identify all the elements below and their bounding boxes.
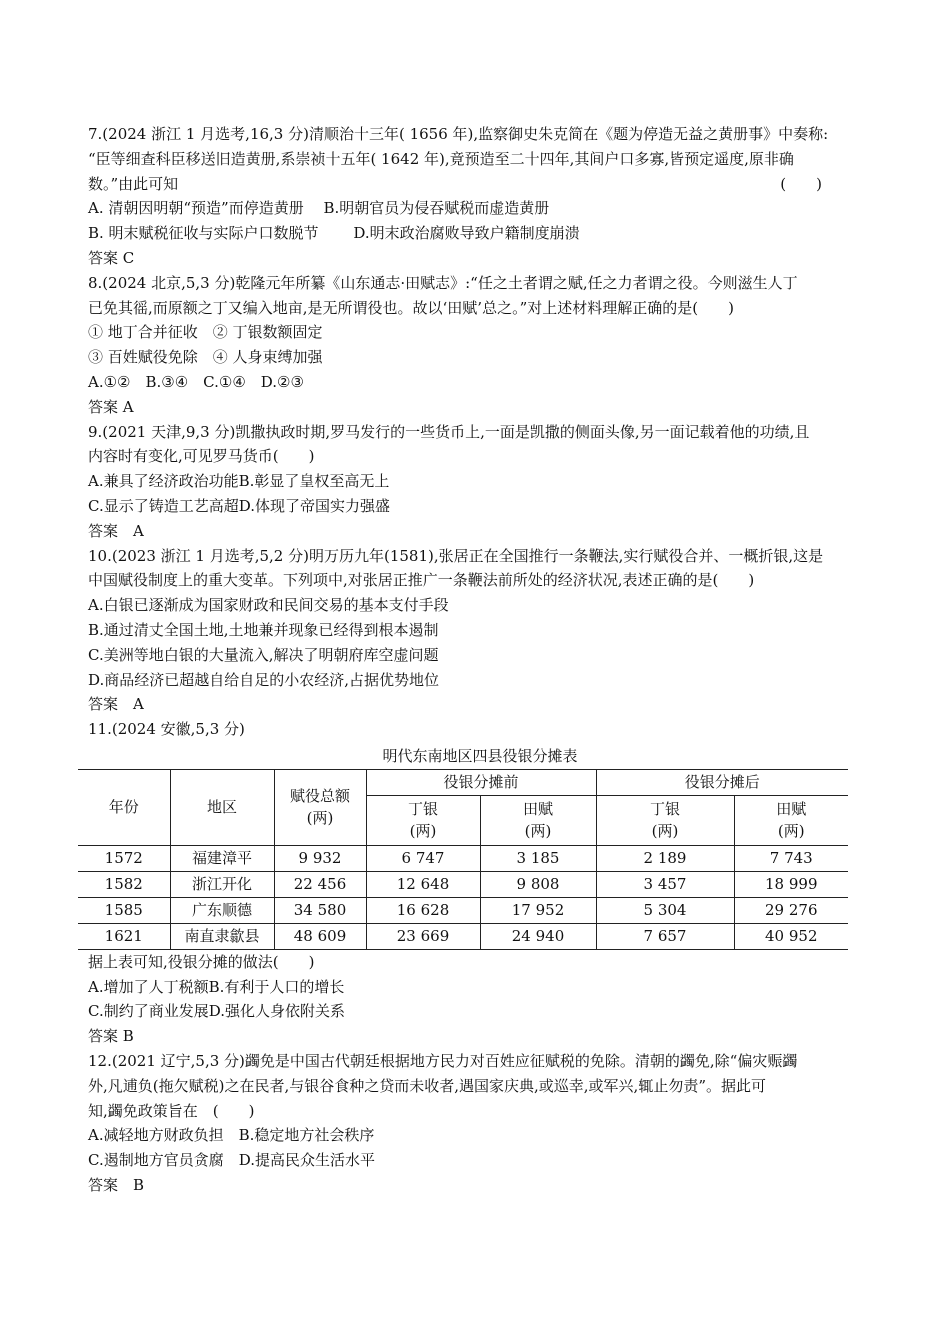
cell-after-tianfu: 7 743	[734, 845, 848, 871]
table-title: 明代东南地区四县役银分摊表	[382, 746, 578, 765]
header-before: 役银分摊前	[366, 769, 596, 795]
q9-options-2: C.显示了铸造工艺高超D.体现了帝国实力强盛	[88, 496, 390, 515]
q12-stem-line-3: 知,蠲免政策旨在 ( )	[88, 1101, 255, 1120]
question-8	[88, 271, 872, 420]
q7-answer: 答案 C	[88, 248, 135, 267]
table-row	[78, 871, 848, 897]
table-row	[78, 923, 848, 949]
cell-total: 34 580	[274, 897, 366, 923]
header-after-dingyin-label: 丁银	[649, 800, 680, 819]
q12-answer: 答案 B	[88, 1175, 145, 1194]
cell-before-dingyin: 23 669	[366, 923, 480, 949]
table-row	[78, 845, 848, 871]
header-total-unit: (两)	[306, 809, 334, 828]
q11-options-1: A.增加了人丁税额B.有利于人口的增长	[88, 977, 345, 996]
document-page	[88, 122, 872, 1198]
header-tianfu-unit: (两)	[524, 822, 552, 841]
header-after-tianfu-unit: (两)	[777, 822, 805, 841]
cell-region: 福建漳平	[170, 845, 274, 871]
header-after-tianfu-label: 田赋	[776, 800, 807, 819]
q8-stem-line-2: 已免其徭,而原额之丁又编入地亩,是无所谓役也。故以‘田赋’总之。”对上述材料理解正确的是( )	[88, 298, 734, 317]
q7-option-b2: B. 明末赋税征收与实际户口数脱节	[88, 224, 319, 243]
cell-after-dingyin: 2 189	[596, 845, 734, 871]
q11-question: 据上表可知,役银分摊的做法( )	[88, 952, 315, 971]
q10-option-d: D.商品经济已超越自给自足的小农经济,占据优势地位	[88, 670, 440, 689]
cell-total: 9 932	[274, 845, 366, 871]
question-10	[88, 544, 872, 718]
header-dingyin-unit: (两)	[409, 822, 437, 841]
cell-region: 浙江开化	[170, 871, 274, 897]
q12-options-1: A.减轻地方财政负担 B.稳定地方社会秩序	[88, 1126, 375, 1145]
q8-options: A.①② B.③④ C.①④ D.②③	[88, 372, 304, 391]
q7-answer-paren: ( )	[780, 174, 822, 193]
cell-before-tianfu: 3 185	[480, 845, 596, 871]
cell-year: 1585	[78, 897, 170, 923]
header-before-dingyin	[366, 795, 480, 845]
header-after-tianfu	[734, 795, 848, 845]
table-row	[78, 897, 848, 923]
q11-stem: 11.(2024 安徽,5,3 分)	[88, 720, 245, 739]
q7-stem-line-1: 7.(2024 浙江 1 月选考,16,3 分)清顺治十三年( 1656 年),监察御史朱克简在《题为停造无益之黄册事》中奏称:	[88, 125, 829, 143]
cell-year: 1582	[78, 871, 170, 897]
cell-after-dingyin: 7 657	[596, 923, 734, 949]
q7-option-a: A. 清朝因明朝“预造”而停造黄册	[88, 199, 304, 218]
q9-stem-line-2: 内容时有变化,可见罗马货币( )	[88, 447, 315, 466]
cell-before-tianfu: 17 952	[480, 897, 596, 923]
cell-before-dingyin: 16 628	[366, 897, 480, 923]
q11-options-2: C.制约了商业发展D.强化人身依附关系	[88, 1002, 345, 1021]
cell-before-tianfu: 9 808	[480, 871, 596, 897]
q7-stem-line-3: 数。”由此可知	[88, 174, 179, 193]
header-after: 役银分摊后	[596, 769, 848, 795]
header-dingyin-label: 丁银	[407, 800, 438, 819]
header-before-tianfu	[480, 795, 596, 845]
tax-table	[78, 769, 848, 950]
header-total-label: 赋役总额	[289, 787, 350, 806]
cell-total: 22 456	[274, 871, 366, 897]
q8-answer: 答案 A	[88, 397, 134, 416]
q9-stem-line-1: 9.(2021 天津,9,3 分)凯撒执政时期,罗马发行的一些货币上,一面是凯撒的侧面头像,另一面记载着他的功绩,且	[88, 422, 810, 441]
question-9	[88, 420, 872, 544]
cell-before-dingyin: 6 747	[366, 845, 480, 871]
q10-answer: 答案 A	[88, 695, 144, 714]
cell-year: 1572	[78, 845, 170, 871]
q10-option-b: B.通过清丈全国土地,土地兼并现象已经得到根本遏制	[88, 620, 439, 639]
q10-stem-line-1: 10.(2023 浙江 1 月选考,5,2 分)明万历九年(1581),张居正在全国推行一条鞭法,实行赋役合并、一概折银,这是	[88, 546, 824, 565]
q12-options-2: C.遏制地方官员贪腐 D.提高民众生活水平	[88, 1151, 375, 1170]
q7-option-b: B.明朝官员为侵吞赋税而虚造黄册	[323, 199, 550, 218]
q9-options-1: A.兼具了经济政治功能B.彰显了皇权至高无上	[88, 472, 390, 491]
q10-option-a: A.白银已逐渐成为国家财政和民间交易的基本支付手段	[88, 596, 449, 615]
q10-stem-line-2: 中国赋役制度上的重大变革。下列项中,对张居正推广一条鞭法前所处的经济状况,表述正确的是( )	[88, 571, 755, 590]
cell-after-tianfu: 18 999	[734, 871, 848, 897]
header-region: 地区	[170, 769, 274, 845]
cell-region: 广东顺德	[170, 897, 274, 923]
q12-stem-line-2: 外,凡逋负(拖欠赋税)之在民者,与银谷食种之贷而未收者,遇国家庆典,或巡幸,或军兴,辄止勿责”。据此可	[88, 1076, 766, 1095]
cell-region: 南直隶歙县	[170, 923, 274, 949]
question-11	[88, 717, 872, 1049]
cell-total: 48 609	[274, 923, 366, 949]
cell-after-dingyin: 3 457	[596, 871, 734, 897]
q11-answer: 答案 B	[88, 1027, 134, 1046]
header-total	[274, 769, 366, 845]
cell-after-tianfu: 40 952	[734, 923, 848, 949]
header-after-dingyin	[596, 795, 734, 845]
question-12	[88, 1049, 872, 1198]
header-tianfu-label: 田赋	[522, 800, 553, 819]
q10-option-c: C.美洲等地白银的大量流入,解决了明朝府库空虚问题	[88, 645, 439, 664]
q8-items-2: ③ 百姓赋役免除 ④ 人身束缚加强	[88, 348, 323, 367]
q7-stem-line-2: “臣等细查科臣移送旧造黄册,系崇祯十五年( 1642 年),竟预造至二十四年,其间户口多寡,皆预定遥度,原非确	[88, 149, 794, 168]
q7-option-d: D.明末政治腐败导致户籍制度崩溃	[353, 224, 580, 243]
cell-year: 1621	[78, 923, 170, 949]
cell-before-dingyin: 12 648	[366, 871, 480, 897]
question-7	[88, 122, 872, 271]
q12-stem-line-1: 12.(2021 辽宁,5,3 分)蠲免是中国古代朝廷根据地方民力对百姓应征赋税的免除。清朝的蠲免,除“偏灾赈蠲	[88, 1051, 798, 1070]
cell-after-tianfu: 29 276	[734, 897, 848, 923]
q9-answer: 答案 A	[88, 521, 144, 540]
cell-after-dingyin: 5 304	[596, 897, 734, 923]
header-year: 年份	[78, 769, 170, 845]
cell-before-tianfu: 24 940	[480, 923, 596, 949]
q8-items-1: ① 地丁合并征收 ② 丁银数额固定	[88, 323, 323, 342]
header-after-dingyin-unit: (两)	[651, 822, 679, 841]
q8-stem-line-1: 8.(2024 北京,5,3 分)乾隆元年所纂《山东通志·田赋志》:“任之土者谓之赋,任之力者谓之役。今则滋生人丁	[88, 273, 798, 292]
